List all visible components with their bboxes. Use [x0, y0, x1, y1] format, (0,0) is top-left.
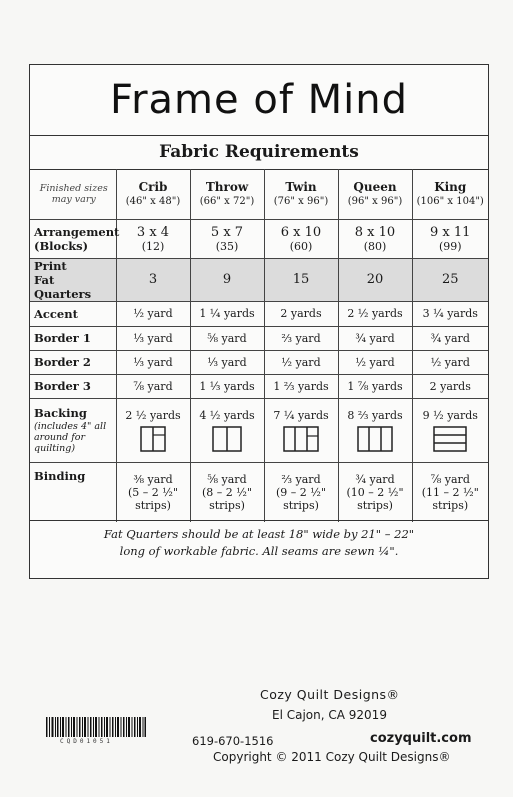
cell: ⅞ yard	[116, 374, 190, 398]
cell: ⅝ yard	[190, 326, 264, 350]
binding-row	[30, 462, 488, 522]
cell: ½ yard	[264, 350, 338, 374]
footnote	[30, 520, 488, 578]
cell: ½ yard	[338, 350, 412, 374]
cell	[264, 398, 338, 462]
cell	[338, 462, 412, 522]
cell-line: strips)	[357, 498, 393, 512]
arrangement-row	[30, 219, 488, 258]
cell: ¾ yard	[412, 326, 488, 350]
cell: ⅔ yard	[264, 326, 338, 350]
cell: ⅓ yard	[190, 350, 264, 374]
cell: 1 ¼ yards	[190, 301, 264, 326]
cell	[338, 219, 412, 258]
row-label-text: Print	[34, 258, 67, 273]
size-note: Finished sizes may vary	[39, 182, 108, 205]
col-king	[412, 169, 488, 219]
cell: 25	[412, 258, 488, 301]
cell-count: (60)	[289, 239, 313, 253]
requirements-card	[29, 64, 489, 579]
cell-line: ⅝ yard	[207, 472, 247, 486]
cell: 1 ⅞ yards	[338, 374, 412, 398]
cell-value: 8 ⅔ yards	[347, 408, 403, 422]
cell	[190, 462, 264, 522]
cell: ¾ yard	[338, 326, 412, 350]
barcode-number: CQD01051	[60, 738, 113, 745]
pattern-title: Frame of Mind	[30, 65, 488, 136]
row-label-text: Backing	[34, 406, 87, 420]
backing-diagram-icon	[433, 426, 467, 452]
cell-value: 9 ½ yards	[422, 408, 478, 422]
cell: 3	[116, 258, 190, 301]
cell-value: 5 x 7	[210, 224, 244, 240]
cell-line: ¾ yard	[355, 472, 395, 486]
cell-line: (5 – 2 ½"	[128, 485, 178, 499]
footnote-line: Fat Quarters should be at least 18" wide by 21" – 22"	[103, 527, 415, 541]
row-label: Border 1	[30, 326, 116, 350]
cell	[338, 398, 412, 462]
fabric-requirements-table	[30, 169, 488, 522]
col-size: (106" x 104")	[416, 196, 484, 208]
col-twin	[264, 169, 338, 219]
border2-row	[30, 350, 488, 374]
border1-row	[30, 326, 488, 350]
cell-line: (10 – 2 ½"	[346, 485, 404, 499]
col-size: (66" x 72")	[199, 196, 255, 208]
cell-line: (11 – 2 ½"	[421, 485, 479, 499]
cell-line: (8 – 2 ½"	[202, 485, 252, 499]
cell-value: 8 x 10	[354, 224, 396, 240]
col-name: Crib	[138, 180, 168, 195]
cell	[190, 219, 264, 258]
col-queen	[338, 169, 412, 219]
footnote-line: long of workable fabric. All seams are sewn ¼".	[119, 544, 399, 558]
cell-count: (99)	[438, 239, 462, 253]
row-label-text: Arrangement	[34, 224, 120, 239]
cell	[116, 462, 190, 522]
backing-diagram-icon	[140, 426, 166, 452]
border3-row	[30, 374, 488, 398]
row-label	[30, 258, 116, 301]
cell-count: (12)	[141, 239, 165, 253]
cell-line: ⅜ yard	[133, 472, 173, 486]
backing-diagram-icon	[283, 426, 319, 452]
cell	[412, 462, 488, 522]
brand-name: Cozy Quilt Designs®	[260, 687, 400, 702]
backing-row	[30, 398, 488, 462]
cell: 1 ⅔ yards	[264, 374, 338, 398]
cell-line: ⅔ yard	[281, 472, 321, 486]
cell-line: strips)	[135, 498, 171, 512]
cell	[116, 398, 190, 462]
cell-line: strips)	[432, 498, 469, 512]
cell	[264, 462, 338, 522]
row-label-sub: (Blocks)	[34, 238, 89, 253]
header-row	[30, 169, 488, 219]
brand-city: El Cajon, CA 92019	[272, 708, 387, 722]
row-label-sub: Fat Quarters	[34, 272, 92, 301]
col-name: King	[434, 180, 467, 195]
backing-diagram-icon	[357, 426, 393, 452]
cell	[264, 219, 338, 258]
cell-value: 6 x 10	[280, 224, 322, 240]
row-label	[30, 398, 116, 462]
cell-line: ⅞ yard	[430, 472, 470, 486]
website-link[interactable]: cozyquilt.com	[370, 731, 472, 746]
cell: ⅓ yard	[116, 350, 190, 374]
accent-row	[30, 301, 488, 326]
phone-number: 619-670-1516	[192, 734, 274, 748]
row-label-sub: (includes 4" all around for quilting)	[34, 421, 107, 454]
cell-value: 9 x 11	[430, 224, 471, 240]
cell: 2 yards	[264, 301, 338, 326]
cell: 20	[338, 258, 412, 301]
cell: 9	[190, 258, 264, 301]
cell-count: (35)	[215, 239, 239, 253]
print-row	[30, 258, 488, 301]
col-throw	[190, 169, 264, 219]
cell-line: strips)	[209, 498, 245, 512]
cell-value: 3 x 4	[136, 224, 170, 240]
cell: ½ yard	[116, 301, 190, 326]
cell	[190, 398, 264, 462]
cell	[412, 398, 488, 462]
cell-count: (80)	[363, 239, 387, 253]
cell-value: 7 ¼ yards	[273, 408, 329, 422]
col-name: Queen	[353, 180, 397, 195]
col-size: (46" x 48")	[125, 196, 181, 208]
cell: 15	[264, 258, 338, 301]
row-label	[30, 219, 120, 258]
col-crib	[116, 169, 190, 219]
col-name: Twin	[285, 180, 317, 195]
cell: ½ yard	[412, 350, 488, 374]
section-title: Fabric Requirements	[30, 135, 488, 170]
row-label: Border 3	[30, 374, 116, 398]
cell: 2 yards	[412, 374, 488, 398]
cell: 2 ½ yards	[338, 301, 412, 326]
col-size: (96" x 96")	[347, 196, 403, 208]
col-size: (76" x 96")	[273, 196, 329, 208]
cell: 3 ¼ yards	[412, 301, 488, 326]
cell-line: (9 – 2 ½"	[276, 485, 326, 499]
row-label: Binding	[30, 462, 116, 522]
cell-value: 2 ½ yards	[125, 408, 181, 422]
cell: 1 ⅓ yards	[190, 374, 264, 398]
copyright: Copyright © 2011 Cozy Quilt Designs®	[213, 750, 451, 764]
cell-value: 4 ½ yards	[199, 408, 255, 422]
cell	[116, 219, 190, 258]
backing-diagram-icon	[212, 426, 242, 452]
row-label: Border 2	[30, 350, 116, 374]
cell-line: strips)	[283, 498, 319, 512]
cell	[412, 219, 488, 258]
col-name: Throw	[205, 180, 249, 195]
barcode-icon	[46, 717, 146, 737]
cell: ⅓ yard	[116, 326, 190, 350]
row-label: Accent	[30, 301, 116, 326]
